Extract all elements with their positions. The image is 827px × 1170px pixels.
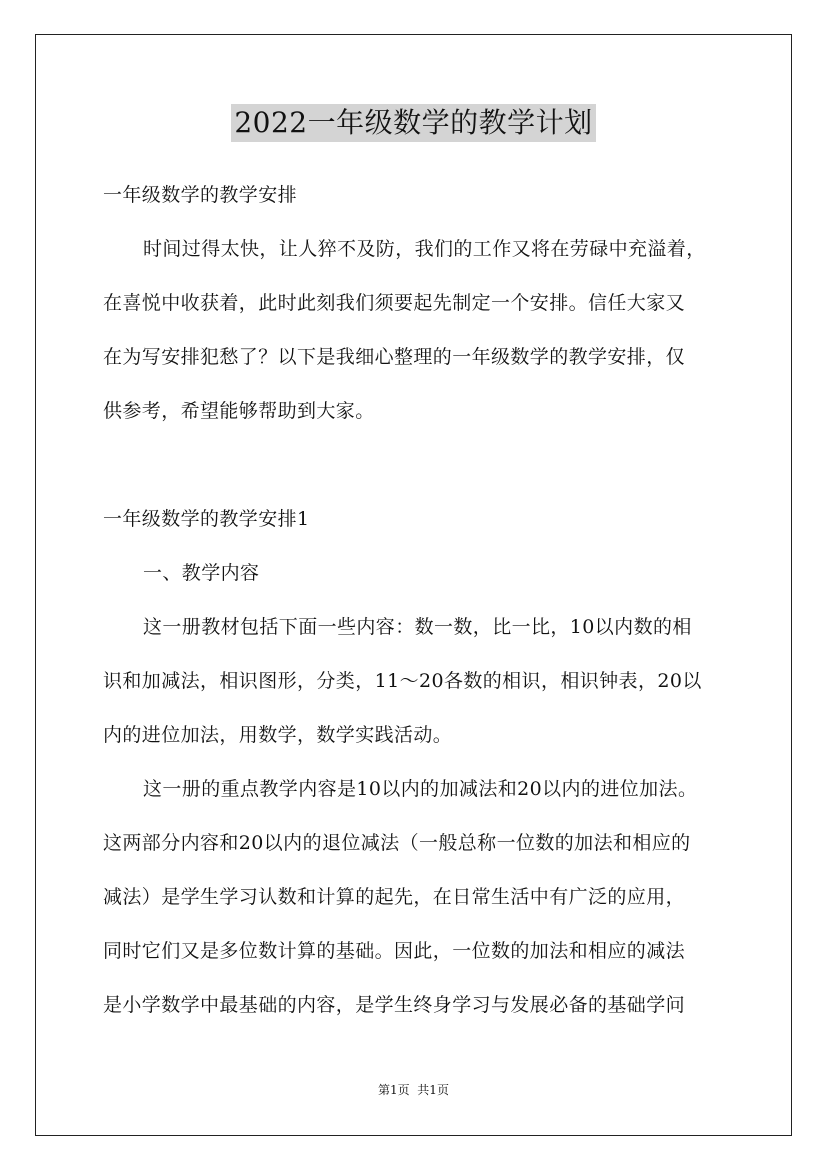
paragraph-line: 是小学数学中最基础的内容，是学生终身学习与发展必备的基础学问 — [103, 994, 686, 1016]
document-title-wrap — [0, 104, 827, 142]
document-title: 2022一年级数学的教学计划 — [231, 104, 595, 142]
subsection-heading: 一、教学内容 — [143, 562, 260, 584]
section-heading: 一年级数学的教学安排 — [103, 184, 298, 206]
paragraph-line: 同时它们又是多位数计算的基础。因此，一位数的加法和相应的减法 — [103, 940, 686, 962]
paragraph-line: 这一册教材包括下面一些内容：数一数，比一比，10以内数的相 — [143, 616, 692, 638]
paragraph-line: 供参考，希望能够帮助到大家。 — [103, 400, 375, 422]
paragraph-line: 时间过得太快，让人猝不及防，我们的工作又将在劳碌中充溢着， — [143, 238, 706, 260]
paragraph-line: 这两部分内容和20以内的退位减法（一般总称一位数的加法和相应的 — [103, 832, 691, 854]
paragraph-line: 识和加减法，相识图形，分类，11～20各数的相识，相识钟表，20以 — [103, 670, 702, 692]
paragraph-line: 减法）是学生学习认数和计算的起先，在日常生活中有广泛的应用， — [103, 886, 686, 908]
paragraph-line: 内的进位加法，用数学，数学实践活动。 — [103, 724, 453, 746]
paragraph-line: 在喜悦中收获着，此时此刻我们须要起先制定一个安排。信任大家又 — [103, 292, 686, 314]
paragraph-line: 在为写安排犯愁了？以下是我细心整理的一年级数学的教学安排，仅 — [103, 346, 686, 368]
paragraph-line: 这一册的重点教学内容是10以内的加减法和20以内的进位加法。 — [143, 778, 698, 800]
page-footer: 第1页 共1页 — [378, 1083, 449, 1097]
section-heading: 一年级数学的教学安排1 — [103, 508, 310, 530]
